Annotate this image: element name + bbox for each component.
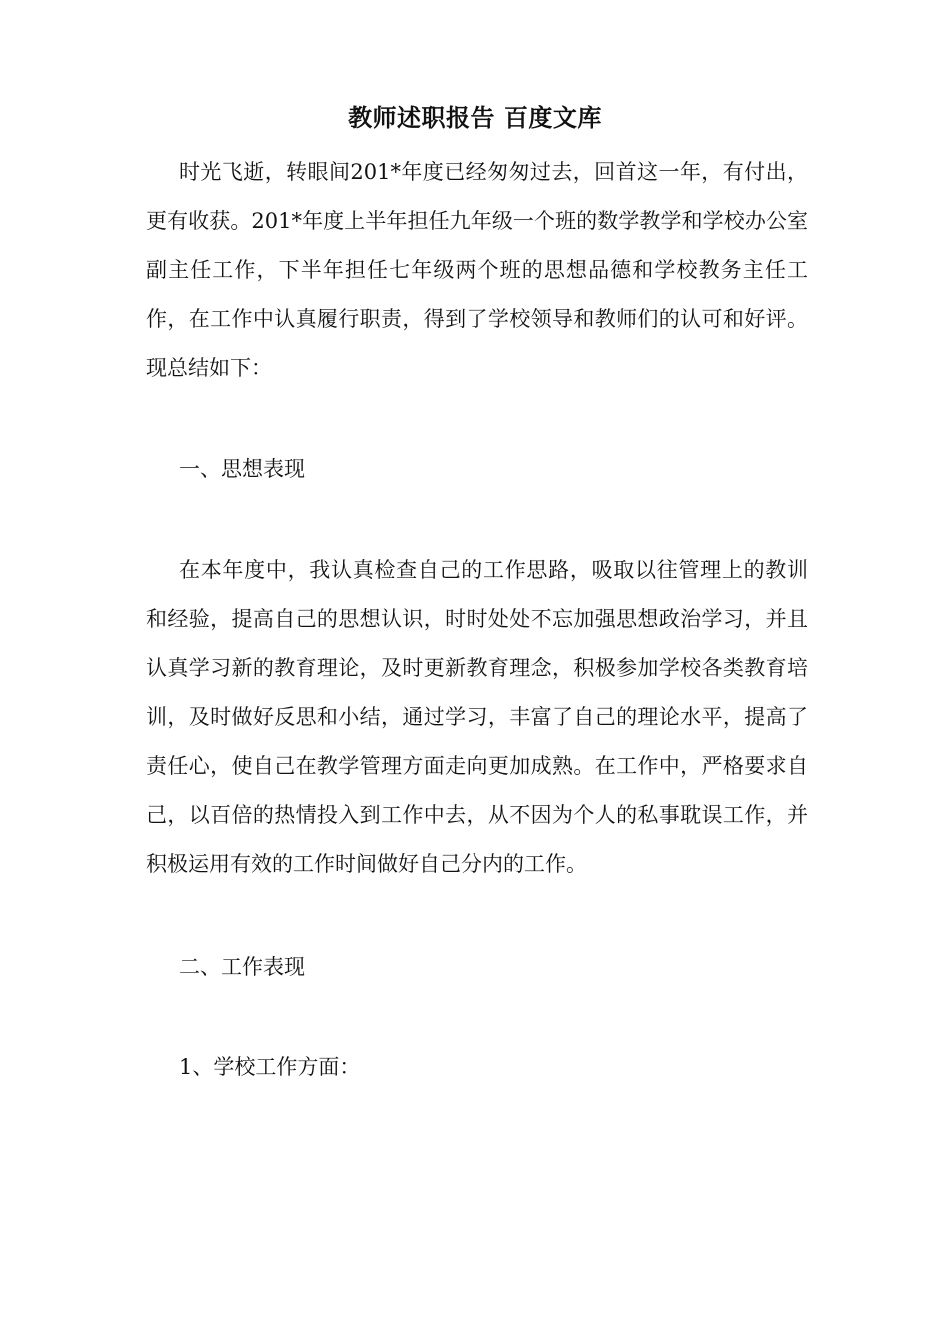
document-title: 教师述职报告 百度文库 [348,103,602,132]
section-heading-work: 二、工作表现 [179,955,305,979]
intro-paragraph: 时光飞逝，转眼间201*年度已经匆匆过去，回首这一年，有付出，更有收获。201*年度上半年担任九年级一个班的数学教学和学校办公室副主任工作，下半年担任七年级两个班的思想品德和学校教务主任工作，在工作中认真履行职责，得到了学校领导和教师们的认可和好评。现总结如下： [146,160,808,380]
subsection-heading-school-work: 1、学校工作方面： [179,1055,361,1079]
section-heading-thought: 一、思想表现 [179,457,305,481]
section-paragraph-thought: 在本年度中，我认真检查自己的工作思路，吸取以往管理上的教训和经验，提高自己的思想认识，时时处处不忘加强思想政治学习，并且认真学习新的教育理论，及时更新教育理念，积极参加学校各类教育培训，及时做好反思和小结，通过学习，丰富了自己的理论水平，提高了责任心，使自己在教学管理方面走向更加成熟。在工作中，严格要求自己，以百倍的热情投入到工作中去，从不因为个人的私事耽误工作，并积极运用有效的工作时间做好自己分内的工作。 [146,558,808,876]
